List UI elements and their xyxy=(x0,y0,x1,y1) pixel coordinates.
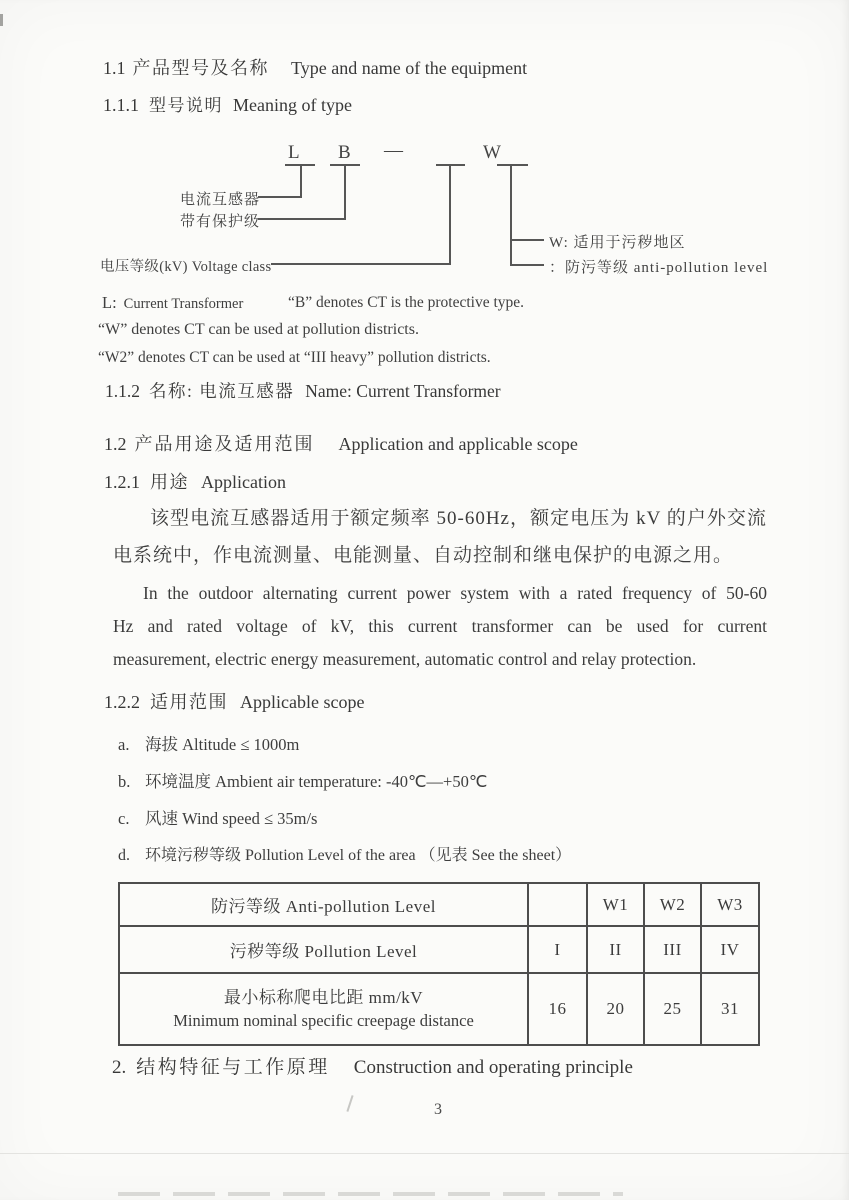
application-paragraph-zh xyxy=(113,500,767,574)
heading-1-1-1 xyxy=(103,91,352,116)
scan-artifact-slash xyxy=(346,1095,353,1112)
table-cell: III xyxy=(643,925,700,972)
heading-number: 1.1.1 xyxy=(103,95,139,115)
item-marker: a. xyxy=(118,735,130,754)
label-voltage-class: 电压等级(kV) Voltage class xyxy=(100,259,272,275)
heading-en: Construction and operating principle xyxy=(353,1057,633,1078)
scope-item-d xyxy=(118,842,571,865)
table-cell: II xyxy=(586,925,643,972)
heading-zh: 产品型号及名称 xyxy=(132,58,269,78)
underline-W xyxy=(497,164,528,166)
note-B: “B” denotes CT is the protective type. xyxy=(288,294,525,311)
table-cell: IV xyxy=(700,925,758,972)
connector-voltage-class xyxy=(271,263,451,265)
heading-number: 1.2.2 xyxy=(104,692,140,712)
leader-line-L xyxy=(300,166,302,196)
table-label-zh: 最小标称爬电比距 mm/kV xyxy=(223,988,424,1007)
table-cell: 31 xyxy=(700,972,758,1044)
code-letter-L: L xyxy=(288,142,300,163)
table-label-cell xyxy=(120,972,527,1044)
paragraph-line: Hz and rated voltage of kV, this current transformer can be used for current xyxy=(113,616,767,636)
table-cell: W2 xyxy=(643,884,700,925)
scan-bottom-dashes xyxy=(118,1192,623,1196)
heading-number: 1.2 xyxy=(104,434,127,454)
label-pollution-branch: ：防污等级 anti-pollution level xyxy=(549,260,769,276)
heading-zh: 适用范围 xyxy=(150,692,228,712)
scope-item-c xyxy=(118,805,317,829)
item-marker: d. xyxy=(118,847,130,864)
table-label-cell: 污秽等级 Pollution Level xyxy=(120,925,527,972)
heading-number: 2. xyxy=(112,1057,127,1078)
table-label-en: Minimum nominal specific creepage distance xyxy=(173,1011,474,1030)
label-protective-class: 带有保护级 xyxy=(180,214,261,230)
heading-number: 1.1 xyxy=(103,58,126,78)
heading-1-2-1 xyxy=(104,468,286,494)
item-text: 环境温度 Ambient air temperature: -40℃—+50℃ xyxy=(145,772,488,791)
type-code-diagram xyxy=(0,140,849,290)
table-cell: 25 xyxy=(643,972,700,1044)
heading-1-2-2 xyxy=(104,688,364,714)
leader-line-B xyxy=(344,166,346,218)
note-W: “W” denotes CT can be used at pollution districts. xyxy=(98,321,419,338)
heading-zh: 产品用途及适用范围 xyxy=(134,434,315,454)
heading-2 xyxy=(112,1052,633,1079)
note-W2: “W2” denotes CT can be used at “III heavy” pollution districts. xyxy=(98,349,491,366)
item-marker: c. xyxy=(118,809,130,828)
heading-zh: 型号说明 xyxy=(149,96,223,115)
scope-item-a xyxy=(118,731,299,755)
table-cell xyxy=(527,884,586,925)
connector-current-transformer xyxy=(258,196,302,198)
application-paragraph-en xyxy=(113,577,767,676)
heading-en: Meaning of type xyxy=(233,95,352,115)
heading-en: Application and applicable scope xyxy=(338,434,578,454)
heading-zh: 名称: 电流互感器 xyxy=(149,381,295,401)
heading-1-1-2 xyxy=(105,378,501,403)
item-text: 环境污秽等级 Pollution Level of the area （见表 See the sheet） xyxy=(145,847,572,864)
leader-line-W xyxy=(510,166,512,266)
heading-zh: 用途 xyxy=(150,472,189,492)
leader-line-voltage xyxy=(449,166,451,263)
note-L-lead: L: xyxy=(102,293,117,312)
note-L xyxy=(102,293,243,313)
paragraph-line: 电系统中，作电流测量、电能测量、自动控制和继电保护的电源之用。 xyxy=(113,545,734,566)
table-cell: 20 xyxy=(586,972,643,1044)
table-cell: I xyxy=(527,925,586,972)
connector-w-branch xyxy=(510,239,544,241)
code-letter-B: B xyxy=(338,142,351,163)
code-letter-dash: — xyxy=(384,140,403,161)
scan-edge-mark xyxy=(0,14,3,26)
table-cell: W1 xyxy=(586,884,643,925)
page-edge-line xyxy=(0,1153,849,1154)
heading-en: Name: Current Transformer xyxy=(305,381,501,401)
connector-protective-class xyxy=(258,218,346,220)
item-text: 海拔 Altitude ≤ 1000m xyxy=(145,735,300,754)
heading-1-1 xyxy=(103,54,527,80)
heading-number: 1.2.1 xyxy=(104,472,140,492)
page-number: 3 xyxy=(434,1101,442,1118)
table-cell: 16 xyxy=(527,972,586,1044)
paragraph-line: measurement, electric energy measurement, automatic control and relay protection. xyxy=(113,649,697,669)
pollution-level-table xyxy=(118,882,760,1046)
table-label-cell: 防污等级 Anti-pollution Level xyxy=(211,897,436,916)
heading-en: Applicable scope xyxy=(240,692,365,712)
heading-1-2 xyxy=(104,430,578,456)
paragraph-line: In the outdoor alternating current power system with a rated frequency of 50-60 xyxy=(143,583,767,603)
heading-number: 1.1.2 xyxy=(105,381,140,401)
scope-item-b xyxy=(118,768,487,792)
code-letter-W: W xyxy=(483,142,501,163)
label-current-transformer: 电流互感器 xyxy=(180,192,261,208)
table-cell: W3 xyxy=(700,884,758,925)
heading-en: Type and name of the equipment xyxy=(291,58,528,78)
paragraph-line: 该型电流互感器适用于额定频率 50-60Hz，额定电压为 kV 的户外交流 xyxy=(150,508,767,529)
note-L-text: Current Transformer xyxy=(123,296,244,312)
item-text: 风速 Wind speed ≤ 35m/s xyxy=(145,809,318,828)
label-w-branch: W: 适用于污秽地区 xyxy=(549,235,686,251)
item-marker: b. xyxy=(118,772,131,791)
heading-zh: 结构特征与工作原理 xyxy=(136,1057,330,1078)
connector-pollution-branch xyxy=(510,264,544,266)
heading-en: Application xyxy=(201,472,286,492)
